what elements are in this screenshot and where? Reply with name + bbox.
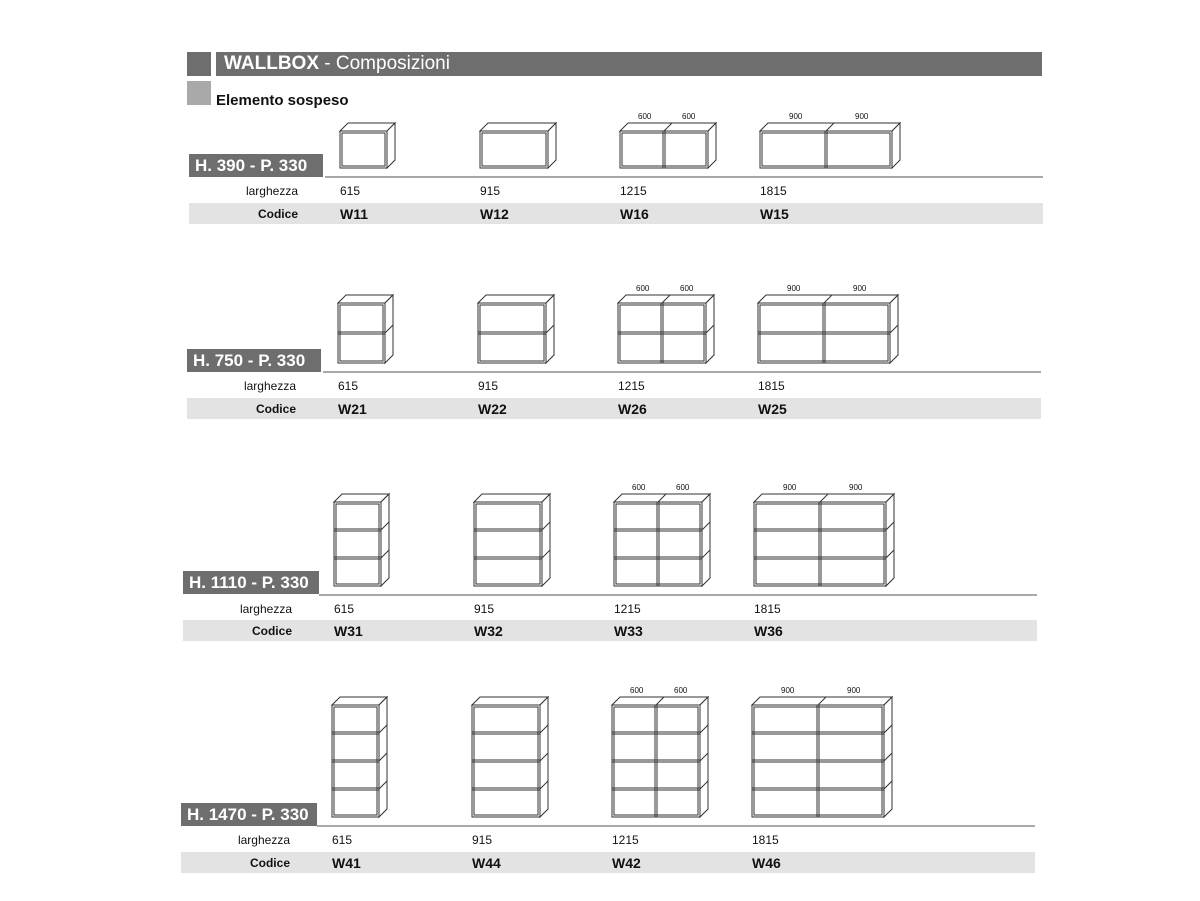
product-code: W16 [620,206,649,222]
code-row-background [183,620,1037,641]
module-dimension: 900 [847,686,861,695]
width-value: 1215 [620,184,647,198]
shelf-unit-w32 [473,493,553,589]
header-subtitle: - Composizioni [319,53,450,74]
code-label: Codice [255,402,296,416]
shelf-unit-w12 [479,122,559,171]
width-value: 615 [332,833,353,847]
width-value: 1215 [614,602,641,616]
product-code: W36 [754,623,783,639]
product-code: W33 [614,623,643,639]
module-dimension: 600 [636,284,650,293]
height-label: H. 1470 - P. 330 [181,803,317,826]
shelf-unit-w46 [751,696,895,820]
product-code: W15 [760,206,789,222]
product-code: W42 [612,855,641,871]
height-label: H. 390 - P. 330 [189,154,323,177]
shelf-unit-w26 [617,294,717,366]
product-code: W12 [480,206,509,222]
row-divider [317,825,1035,827]
shelf-unit-w41 [331,696,390,820]
section-square [187,81,211,105]
section-title: Elemento sospeso [216,92,349,109]
module-dimension: 900 [781,686,795,695]
height-label: H. 1110 - P. 330 [183,571,319,594]
module-dimension: 600 [632,483,646,492]
product-code: W22 [478,401,507,417]
code-label: Codice [249,856,290,870]
width-value: 615 [334,602,355,616]
header-square [187,52,211,76]
width-label: larghezza [245,184,298,198]
width-value: 915 [474,602,495,616]
module-dimension: 900 [783,483,797,492]
row-divider [319,594,1037,596]
width-value: 1815 [754,602,781,616]
row-divider [323,371,1041,373]
width-value: 615 [340,184,361,198]
row-divider [325,176,1043,178]
module-dimension: 600 [682,112,696,121]
module-dimension: 900 [789,112,803,121]
module-dimension: 600 [680,284,694,293]
code-row-background [189,203,1043,224]
width-label: larghezza [237,833,290,847]
width-value: 915 [472,833,493,847]
module-dimension: 900 [849,483,863,492]
shelf-unit-w31 [333,493,392,589]
code-label: Codice [251,624,292,638]
shelf-unit-w15 [759,122,903,171]
header-bar [216,52,1042,76]
shelf-unit-w22 [477,294,557,366]
width-label: larghezza [239,602,292,616]
width-value: 915 [480,184,501,198]
width-value: 1815 [752,833,779,847]
shelf-unit-w36 [753,493,897,589]
header-brand: WALLBOX [224,53,319,74]
shelf-unit-w11 [339,122,398,171]
product-code: W11 [340,206,369,222]
product-code: W25 [758,401,787,417]
module-dimension: 600 [674,686,688,695]
width-value: 615 [338,379,359,393]
product-code: W21 [338,401,367,417]
shelf-unit-w25 [757,294,901,366]
height-label: H. 750 - P. 330 [187,349,321,372]
code-label: Codice [257,207,298,221]
shelf-unit-w16 [619,122,719,171]
code-row-background [187,398,1041,419]
module-dimension: 600 [630,686,644,695]
product-code: W26 [618,401,647,417]
shelf-unit-w42 [611,696,711,820]
shelf-unit-w33 [613,493,713,589]
module-dimension: 900 [855,112,869,121]
product-code: W31 [334,623,363,639]
width-value: 915 [478,379,499,393]
width-value: 1215 [618,379,645,393]
product-code: W44 [472,855,501,871]
code-row-background [181,852,1035,873]
product-code: W32 [474,623,503,639]
shelf-unit-w21 [337,294,396,366]
product-code: W46 [752,855,781,871]
shelf-unit-w44 [471,696,551,820]
width-value: 1815 [760,184,787,198]
width-value: 1815 [758,379,785,393]
module-dimension: 600 [676,483,690,492]
width-label: larghezza [243,379,296,393]
module-dimension: 900 [787,284,801,293]
module-dimension: 600 [638,112,652,121]
module-dimension: 900 [853,284,867,293]
width-value: 1215 [612,833,639,847]
product-code: W41 [332,855,361,871]
